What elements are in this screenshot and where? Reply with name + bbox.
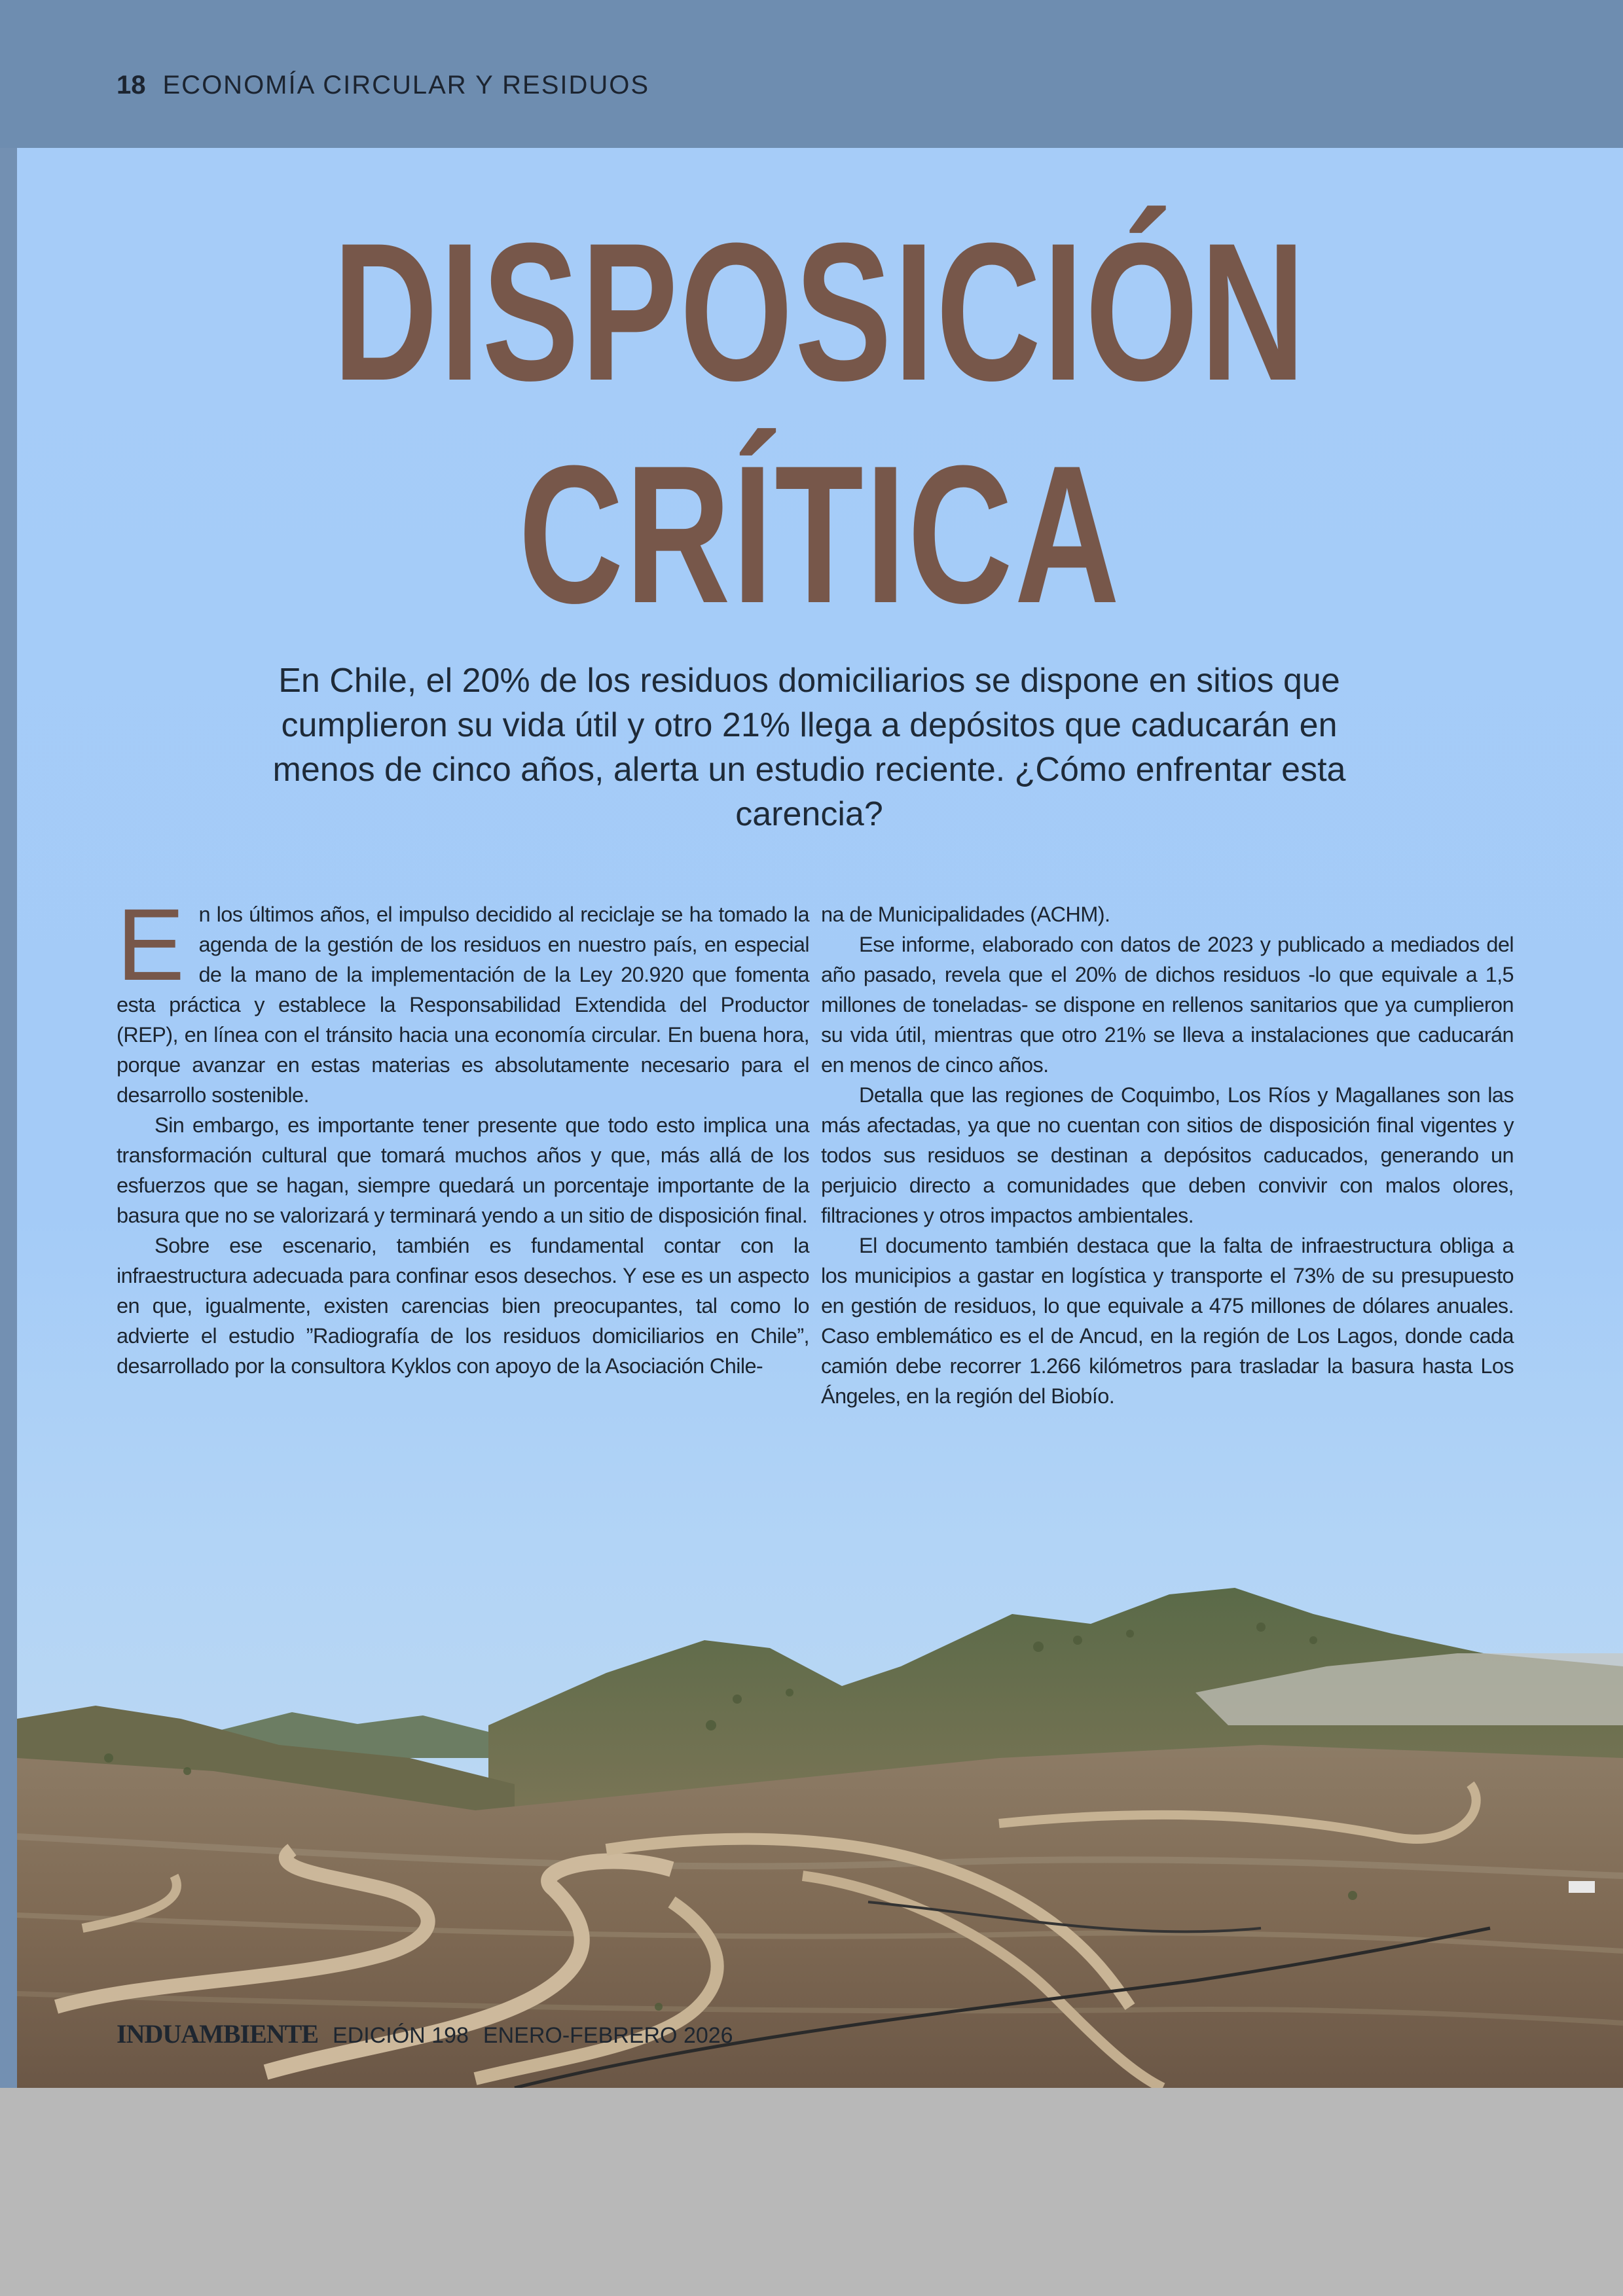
running-header	[117, 65, 649, 105]
drop-cap: E	[117, 888, 185, 1002]
body-column-2	[821, 899, 1514, 1411]
paragraph-4: Ese informe, elaborado con datos de 2023 y publicado a mediados del año pasado, revela que el 20% de dichos residuos -lo que equivale a 1,5 millones de toneladas- se dispone en rellenos sanitarios que ya cumplieron su vida útil, mientras que otro 21% se lleva a instalaciones que caducarán en menos de cinco años.	[821, 933, 1514, 1077]
page-number: 18	[117, 70, 146, 99]
page-footer	[117, 2018, 733, 2051]
left-edge-strip	[0, 148, 17, 2088]
paragraph-continuation: na de Municipalidades (ACHM).	[821, 903, 1110, 926]
paragraph-1-text: n los últimos años, el impulso decidido al reciclaje se ha tomado la agenda de la gestión de los residuos en nuestro país, en especial de la mano de la implementación de la Ley 20.920 que fomenta esta práctica y establece la Responsabilidad Extendida del Productor (REP), en línea con el tránsito hacia una economía circular. En buena hora, porque avanzar en estas materias es absolutamente necesario para el desarrollo sostenible.	[117, 903, 809, 1107]
section-name: ECONOMÍA CIRCULAR Y RESIDUOS	[162, 70, 650, 99]
edition-number: EDICIÓN 198	[333, 2023, 469, 2048]
article-panel	[17, 148, 1623, 2088]
headline-line-2: CRÍTICA	[519, 424, 1122, 644]
magazine-logo: INDUAMBIENTE	[117, 2019, 319, 2049]
edition-date: ENERO-FEBRERO 2026	[483, 2023, 733, 2048]
headline-line-1: DISPOSICIÓN	[333, 202, 1307, 422]
paragraph-5: Detalla que las regiones de Coquimbo, Los Ríos y Magallanes son las más afectadas, ya que no cuentan con sitios de disposición final vigentes y todos sus residuos se destinan a depósitos caducados, generando un perjuicio directo a comunidades que deben convivir con malos olores, filtraciones y otros impactos ambientales.	[821, 1083, 1514, 1227]
paragraph-2: Sin embargo, es importante tener presente que todo esto implica una transformación cultural que tomará muchos años y que, más allá de los esfuerzos que se hagan, siempre quedará un porcentaje importante de la basura que no se valorizará y terminará yendo a un sitio de disposición final.	[117, 1113, 809, 1227]
landfill-photo-illustration	[17, 1418, 1623, 2088]
paragraph-1	[117, 888, 809, 1110]
deck-subtitle: En Chile, el 20% de los residuos domiciliarios se dispone en sitios que cumplieron su vida útil y otro 21% llega a depósitos que caducarán en menos de cinco años, alerta un estudio reciente. ¿Cómo enfrentar esta carencia?	[272, 662, 1346, 833]
paragraph-3: Sobre ese escenario, también es fundamental contar con la infraestructura adecuada para confinar esos desechos. Y ese es un aspecto en que, igualmente, existen carencias bien preocupantes, tal como lo advierte el estudio ”Radiografía de los residuos domiciliarios en Chile”, desarrollado por la consultora Kyklos con apoyo de la Asociación Chile-	[117, 1234, 809, 1378]
paragraph-6: El documento también destaca que la falta de infraestructura obliga a los municipios a gastar en logística y transporte el 73% de su presupuesto en gestión de residuos, lo que equivale a 475 millones de dólares anuales. Caso emblemático es el de Ancud, en la región de Los Lagos, donde cada camión debe recorrer 1.266 kilómetros para trasladar la basura hasta Los Ángeles, en la región del Biobío.	[821, 1234, 1514, 1408]
page-margin-gray	[0, 2088, 1623, 2296]
body-column-1	[117, 888, 809, 1381]
landfill-landscape-photo	[17, 1418, 1623, 2088]
